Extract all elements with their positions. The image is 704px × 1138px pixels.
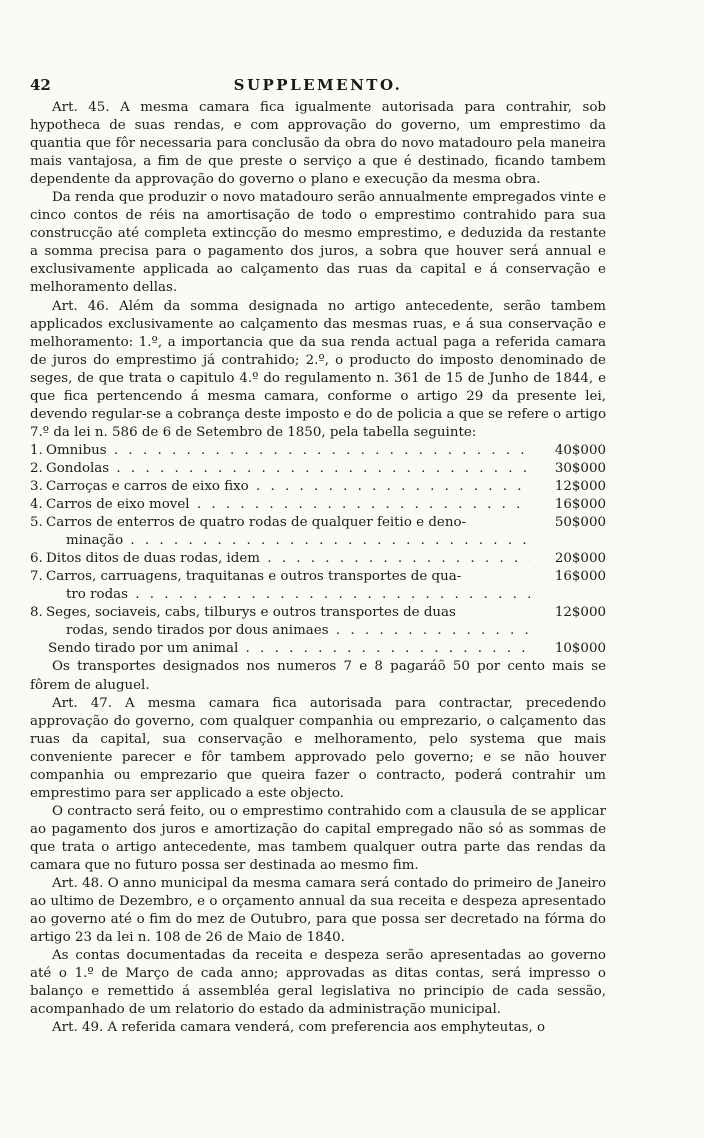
list-item: 7. Carros, carruagens, traquitanas e outros transportes de qua- tro rodas . . . 16$000 <box>30 568 606 604</box>
article-49 <box>30 1019 606 1037</box>
paragraph-renda: Da renda que produzir o novo matadouro serão annualmente empregados vinte e cinco contos de réis na amortisação de todo o emprestimo contrahido para sua construcção até completa extincção do mesmo emprestimo, e deduzida da restante a somma precisa para o pagamento dos juros, a sobra que houver será annual e exclusivamente applicada ao calçamento das ruas da capital e á conservação e melhoramento dellas. <box>30 190 606 296</box>
article-label: Art. 48. <box>52 876 104 892</box>
article-label: Art. 45. <box>52 100 110 115</box>
article-46 <box>30 298 606 442</box>
tabella-impostos <box>30 442 606 659</box>
paragraph-transportes: Os transportes designados nos numeros 7 e 8 pagaráõ 50 por cento mais se fôrem de aluguel. <box>30 659 606 693</box>
article-text: O anno municipal da mesma camara será contado do primeiro de Janeiro ao ultimo de Dezembro, e o orçamento annual da sua receita e despeza apresentado ao governo até o fim do mez de Outubro, para que possa ser decretado na fórma do artigo 23 da lei n. 108 de 26 de Maio de 1840. <box>30 876 607 946</box>
list-item: 2. Gondolas . . . 30$000 <box>30 460 606 478</box>
list-item: 8. Seges, sociaveis, cabs, tilburys e outros transportes de duas rodas, sendo tirados por dous animaes . . . 12$000 <box>30 604 606 640</box>
article-text: Além da somma designada no artigo antecedente, serão tambem applicados exclusivamente ao calçamento das mesmas ruas, e á sua conservação e melhoramento: 1.º, a importancia que da sua renda actual paga a referida camara de juros do emprestimo já contrahido; 2.º, o producto do imposto denominado de seges, de que trata o capitulo 4.º do regulamento n. 361 de 15 de Junho de 1844, e que fica pertencendo á mesma camara, conforme o artigo 29 da presente lei, devendo regular-se a cobrança deste imposto e do de policia a que se refere o artigo 7.º da lei n. 586 de 6 de Setembro de 1850, pela tabella seguinte: <box>30 298 607 440</box>
article-label: Art. 46. <box>52 298 110 314</box>
article-text: A referida camara venderá, com preferencia aos emphyteutas, o <box>107 1020 546 1036</box>
list-item: 1. Omnibus . . . 40$000 <box>30 442 606 460</box>
paragraph-contracto: O contracto será feito, ou o emprestimo contrahido com a clausula de se applicar ao pagamento dos juros e amortização do capital empregado não só as sommas de que trata o artigo antecedente, mas tambem qualquer outra parte das rendas da camara que no futuro possa ser destinada ao mesmo fim. <box>30 803 606 873</box>
list-item: 5. Carros de enterros de quatro rodas de qualquer feitio e deno- minação . . . 50$000 <box>30 514 606 550</box>
article-47 <box>30 695 606 803</box>
article-48 <box>30 875 606 947</box>
list-item: 4. Carros de eixo movel . . . 16$000 <box>30 496 606 514</box>
running-title: SUPPLEMENTO. <box>233 76 403 94</box>
list-item: 6. Ditos ditos de duas rodas, idem . . . 20$000 <box>30 550 606 568</box>
list-item: 3. Carroças e carros de eixo fixo . . . 12$000 <box>30 478 606 496</box>
body-text <box>30 99 606 1037</box>
article-text: A mesma camara fica igualmente autorisada para contrahir, sob hypotheca de suas rendas, e com approvação do governo, um emprestimo da quantia que fôr necessaria para conclusão da obra do novo matadouro pela maneira mais vantajosa, a fim de que preste o serviço a que é destinado, ficando tambem dependente da approvação do governo o plano e execução da mesma obra. <box>30 100 606 188</box>
article-text: A mesma camara fica autorisada para contractar, precedendo approvação do governo, com qualquer companhia ou emprezario, o calçamento das ruas da capital, sua conservação e melhoramento, pelo systema que mais conveniente parecer e fôr tambem approvado pelo governo; e se não houver companhia ou emprezario que queira fazer o contracto, poderá contrahir um emprestimo para ser applicado a este objecto. <box>30 695 607 801</box>
page-header <box>30 76 606 98</box>
article-45 <box>30 99 606 189</box>
page-number: 42 <box>30 76 51 94</box>
list-item: Sendo tirado por um animal . . . 10$000 <box>30 640 606 658</box>
paragraph-contas: As contas documentadas da receita e despeza serão apresentadas ao governo até o 1.º de Março de cada anno; approvadas as ditas contas, será impresso o balanço e remettido á assembléa geral legislativa no principio de cada sessão, acompanhado de um relatorio do estado da administração municipal. <box>30 948 606 1018</box>
article-label: Art. 49. <box>52 1020 104 1036</box>
article-label: Art. 47. <box>52 695 113 711</box>
